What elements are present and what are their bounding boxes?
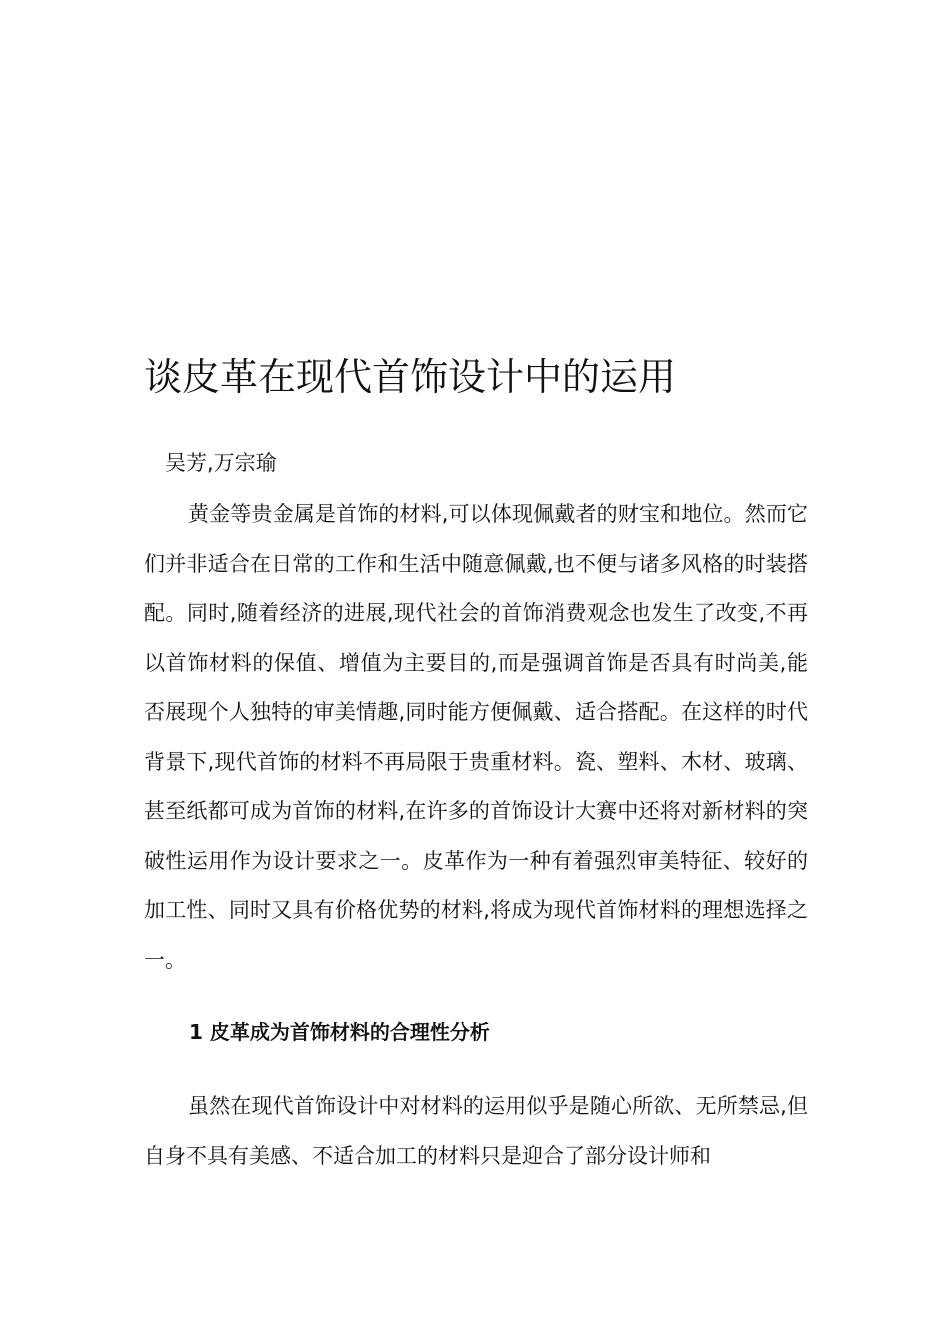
document-title: 谈皮革在现代首饰设计中的运用 <box>144 355 677 399</box>
body-paragraph-1: 黄金等贵金属是首饰的材料,可以体现佩戴者的财宝和地位。然而它们并非适合在日常的工作和生活中随意佩戴,也不便与诸多风格的时装搭配。同时,随着经济的进展,现代社会的首饰消费观念也发生了改变,不再以首饰材料的保值、增值为主要目的,而是强调首饰是否具有时尚美,能否展现个人独特的审美情趣,同时能方便佩戴、适合搭配。在这样的时代背景下,现代首饰的材料不再局限于贵重材料。瓷、塑料、木材、玻璃、甚至纸都可成为首饰的材料,在许多的首饰设计大赛中还将对新材料的突破性运用作为设计要求之一。皮革作为一种有着强烈审美特征、较好的加工性、同时又具有价格优势的材料,将成为现代首饰材料的理想选择之一。 <box>144 502 808 972</box>
body-paragraph-2: 虽然在现代首饰设计中对材料的运用似乎是随心所欲、无所禁忌,但自身不具有美感、不适合加工的材料只是迎合了部分设计师和 <box>144 1094 808 1168</box>
section-heading: 1 皮革成为首饰材料的合理性分析 <box>189 1020 490 1044</box>
document-authors: 吴芳,万宗瑜 <box>165 451 277 475</box>
